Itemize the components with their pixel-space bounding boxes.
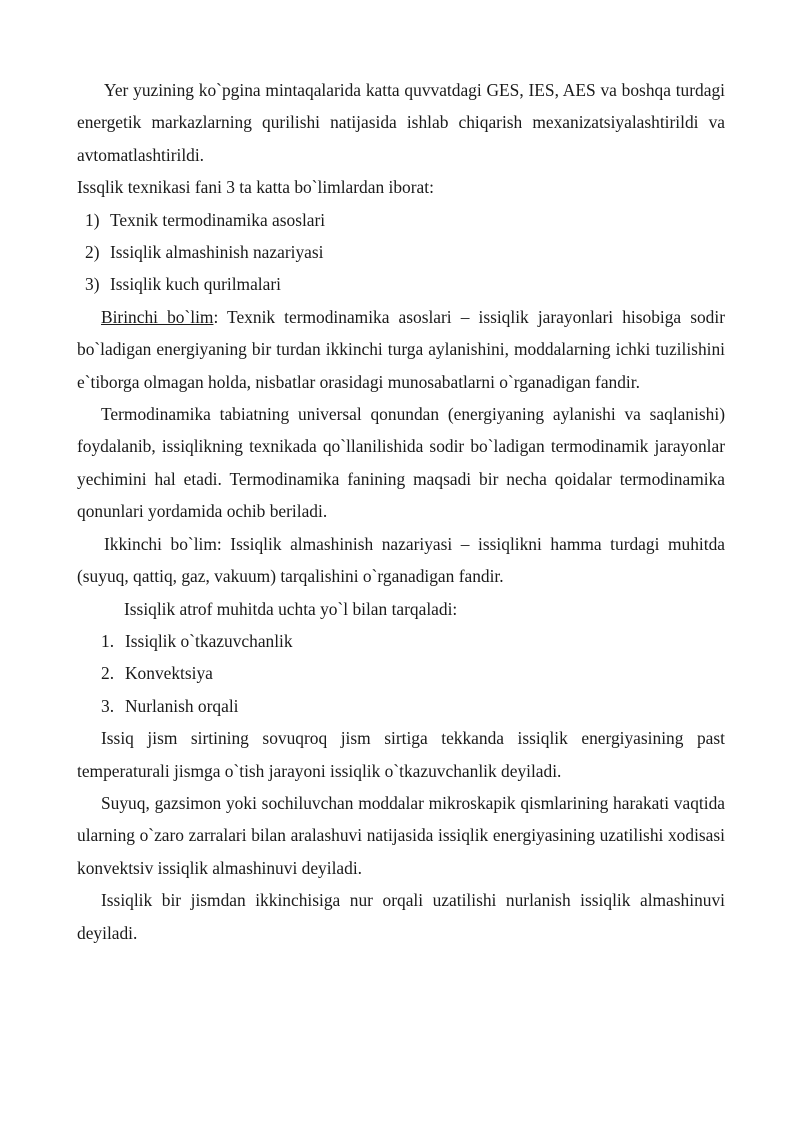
sections-intro: Issqlik texnikasi fani 3 ta katta bo`limlardan iborat: [77,177,434,198]
sections-list [77,204,725,301]
list-item: 2. Konvektsiya [101,663,213,684]
conduction-paragraph: Issiq jism sirtining sovuqroq jism sirtiga tekkanda issiqlik energiyasining past temperaturali jismga o`tish jarayoni issiqlik o`tkazuvchanlik deyiladi. [77,728,725,781]
list-item: 1. Issiqlik o`tkazuvchanlik [101,630,293,651]
first-section-title: Birinchi bo`lim [101,306,214,327]
thermodynamics-paragraph: Termodinamika tabiatning universal qonundan (energiyaning aylanishi va saqlanishi) foydalanib, issiqlikning texnikada qo`llanilishida sodir bo`ladigan termodinamik jarayonlar yechimini hal etadi. Termodinamika fanining maqsadi bir necha qoidalar termodinamika qonunlari yordamida ochib beriladi. [77,404,725,522]
intro-paragraph: Yer yuzining ko`pgina mintaqalarida katta quvvatdagi GES, IES, AES va boshqa turdagi energetik markazlarning qurilishi natijasida ishlab chiqarish mexanizatsiyalashtirildi va avtomatlashtirildi. [77,80,725,165]
list-item: 2) Issiqlik almashinish nazariyasi [85,242,324,263]
list-item: 3. Nurlanish orqali [101,695,239,716]
list-item: 1) Texnik termodinamika asoslari [85,209,326,230]
list-item: 3) Issiqlik kuch qurilmalari [85,274,281,295]
first-section-paragraph [77,301,725,398]
second-section-paragraph: Ikkinchi bo`lim: Issiqlik almashinish nazariyasi – issiqlikni hamma turdagi muhitda (suyuq, qattiq, gaz, vakuum) tarqalishini o`rganadigan fandir. [77,533,725,587]
convection-paragraph: Suyuq, gazsimon yoki sochiluvchan moddalar mikroskapik qismlarining harakati vaqtida ularning o`zaro zarralari bilan aralashuvi natijasida issiqlik energiyasining uzatilishi xodisasi konvektsiv issiqlik almashinuvi deyiladi. [77,792,725,878]
first-section-text: : Texnik termodinamika asoslari – issiqlik jarayonlari hisobiga sodir bo`ladigan energiyaning bir turdan ikkinchi turga aylanishini, moddalarning ichki tuzilishini e`tiborga olmagan holda, nisbatlar orasidagi munosabatlarni o`rganadigan fandir. [77,306,725,392]
ways-list [77,625,725,722]
ways-intro: Issiqlik atrof muhitda uchta yo`l bilan tarqaladi: [124,598,458,619]
radiation-paragraph: Issiqlik bir jismdan ikkinchisiga nur orqali uzatilishi nurlanish issiqlik almashinuvi deyiladi. [77,890,725,943]
document-body [77,74,725,949]
